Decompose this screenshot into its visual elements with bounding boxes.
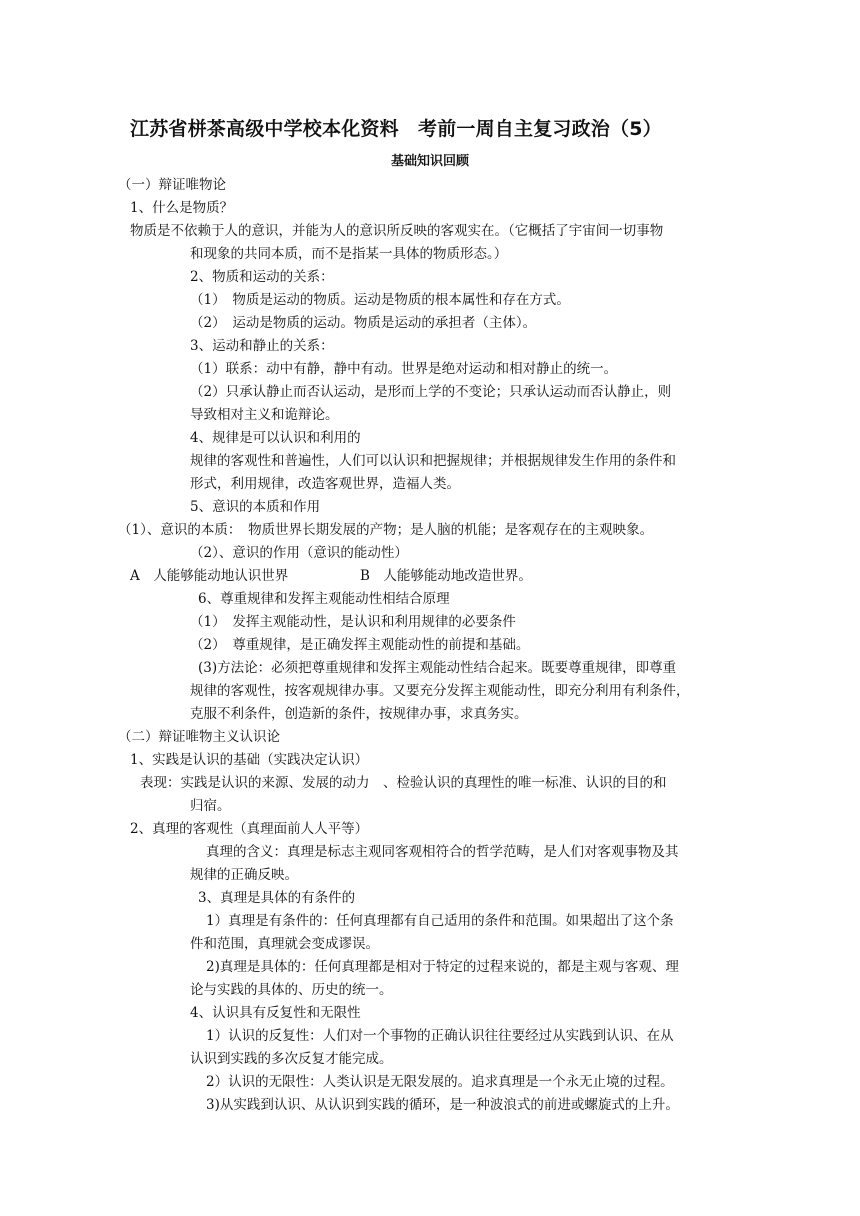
heading-dialectical-materialism: （一）辩证唯物论 xyxy=(118,177,226,193)
text-line: 导致相对主义和诡辩论。 xyxy=(190,407,339,423)
text-line: （1） 发挥主观能动性，是认识和利用规律的必要条件 xyxy=(190,614,516,630)
text-line: 形式，利用规律，改造客观世界，造福人类。 xyxy=(190,476,460,492)
text-line: 和现象的共同本质，而不是指某一具体的物质形态。） xyxy=(190,246,508,262)
text-line: 认识到实践的多次反复才能完成。 xyxy=(190,1051,393,1067)
text-line: 1）真理是有条件的：任何真理都有自己适用的条件和范围。如果超出了这个条 xyxy=(206,913,674,929)
text-line: A 人能够能动地认识世界 xyxy=(130,568,289,584)
text-line: （1） 物质是运动的物质。运动是物质的根本属性和存在方式。 xyxy=(190,292,570,308)
text-line: （2）、意识的作用（意识的能动性） xyxy=(190,545,408,561)
text-line: 3、运动和静止的关系： xyxy=(190,338,334,354)
text-line: 5、意识的本质和作用 xyxy=(190,499,321,515)
text-line: （2） 尊重规律，是正确发挥主观能动性的前提和基础。 xyxy=(190,637,530,653)
text-line: （1）、意识的本质： 物质世界长期发展的产物；是人脑的机能；是客观存在的主观映象。 xyxy=(118,522,654,538)
section-subtitle: 基础知识回顾 xyxy=(390,154,469,169)
text-line: 真理的含义：真理是标志主观同客观相符合的哲学范畴，是人们对客观事物及其 xyxy=(206,844,679,860)
text-line: （2）只承认静止而否认运动，是形而上学的不变论；只承认运动而否认静止，则 xyxy=(190,384,672,400)
text-line: 2）认识的无限性：人类认识是无限发展的。追求真理是一个永无止境的过程。 xyxy=(206,1074,674,1090)
text-line: 规律的正确反映。 xyxy=(190,867,298,883)
text-line: （2） 运动是物质的运动。物质是运动的承担者（主体）。 xyxy=(190,315,537,331)
heading-epistemology: （二）辩证唯物主义认识论 xyxy=(118,729,280,745)
text-line: 1、什么是物质？ xyxy=(130,200,234,216)
text-line: 6、尊重规律和发挥主观能动性相结合原理 xyxy=(198,591,450,607)
document-title: 江苏省栟茶高级中学校本化资料 考前一周自主复习政治（5） xyxy=(130,118,662,140)
text-line: 2、真理的客观性（真理面前人人平等） xyxy=(130,821,369,837)
text-line: 克服不利条件，创造新的条件，按规律办事，求真务实。 xyxy=(190,706,528,722)
text-line: 4、认识具有反复性和无限性 xyxy=(190,1005,361,1021)
text-line: 3、真理是具体的有条件的 xyxy=(198,890,356,906)
text-line: 4、规律是可以认识和利用的 xyxy=(190,430,361,446)
text-line: 物质是不依赖于人的意识，并能为人的意识所反映的客观实在。（它概括了宇宙间一切事物 xyxy=(130,223,664,239)
text-line: 规律的客观性和普遍性，人们可以认识和把握规律；并根据规律发生作用的条件和 xyxy=(190,453,676,469)
text-line: 规律的客观性，按客观规律办事。又要充分发挥主观能动性，即充分利用有利条件， xyxy=(190,683,690,699)
text-line: (3)方法论：必须把尊重规律和发挥主观能动性结合起来。既要尊重规律，即尊重 xyxy=(198,660,677,676)
text-line: 2)真理是具体的：任何真理都是相对于特定的过程来说的，都是主观与客观、理 xyxy=(206,959,679,975)
text-line: 1、实践是认识的基础（实践决定认识） xyxy=(130,752,369,768)
text-line: 3)从实践到认识、从认识到实践的循环，是一种波浪式的前进或螺旋式的上升。 xyxy=(206,1097,679,1113)
text-line: 归宿。 xyxy=(190,798,231,814)
text-line: B 人能够能动地改造世界。 xyxy=(360,568,532,584)
text-line: 论与实践的具体的、历史的统一。 xyxy=(190,982,393,998)
text-line: 2、物质和运动的关系： xyxy=(190,269,334,285)
text-line: （1）联系：动中有静，静中有动。世界是绝对运动和相对静止的统一。 xyxy=(190,361,618,377)
text-line: 件和范围，真理就会变成谬误。 xyxy=(190,936,379,952)
text-line: 表现：实践是认识的来源、发展的动力 、检验认识的真理性的唯一标准、认识的目的和 xyxy=(140,775,667,791)
text-line: 1）认识的反复性：人们对一个事物的正确认识往往要经过从实践到认识、在从 xyxy=(206,1028,674,1044)
